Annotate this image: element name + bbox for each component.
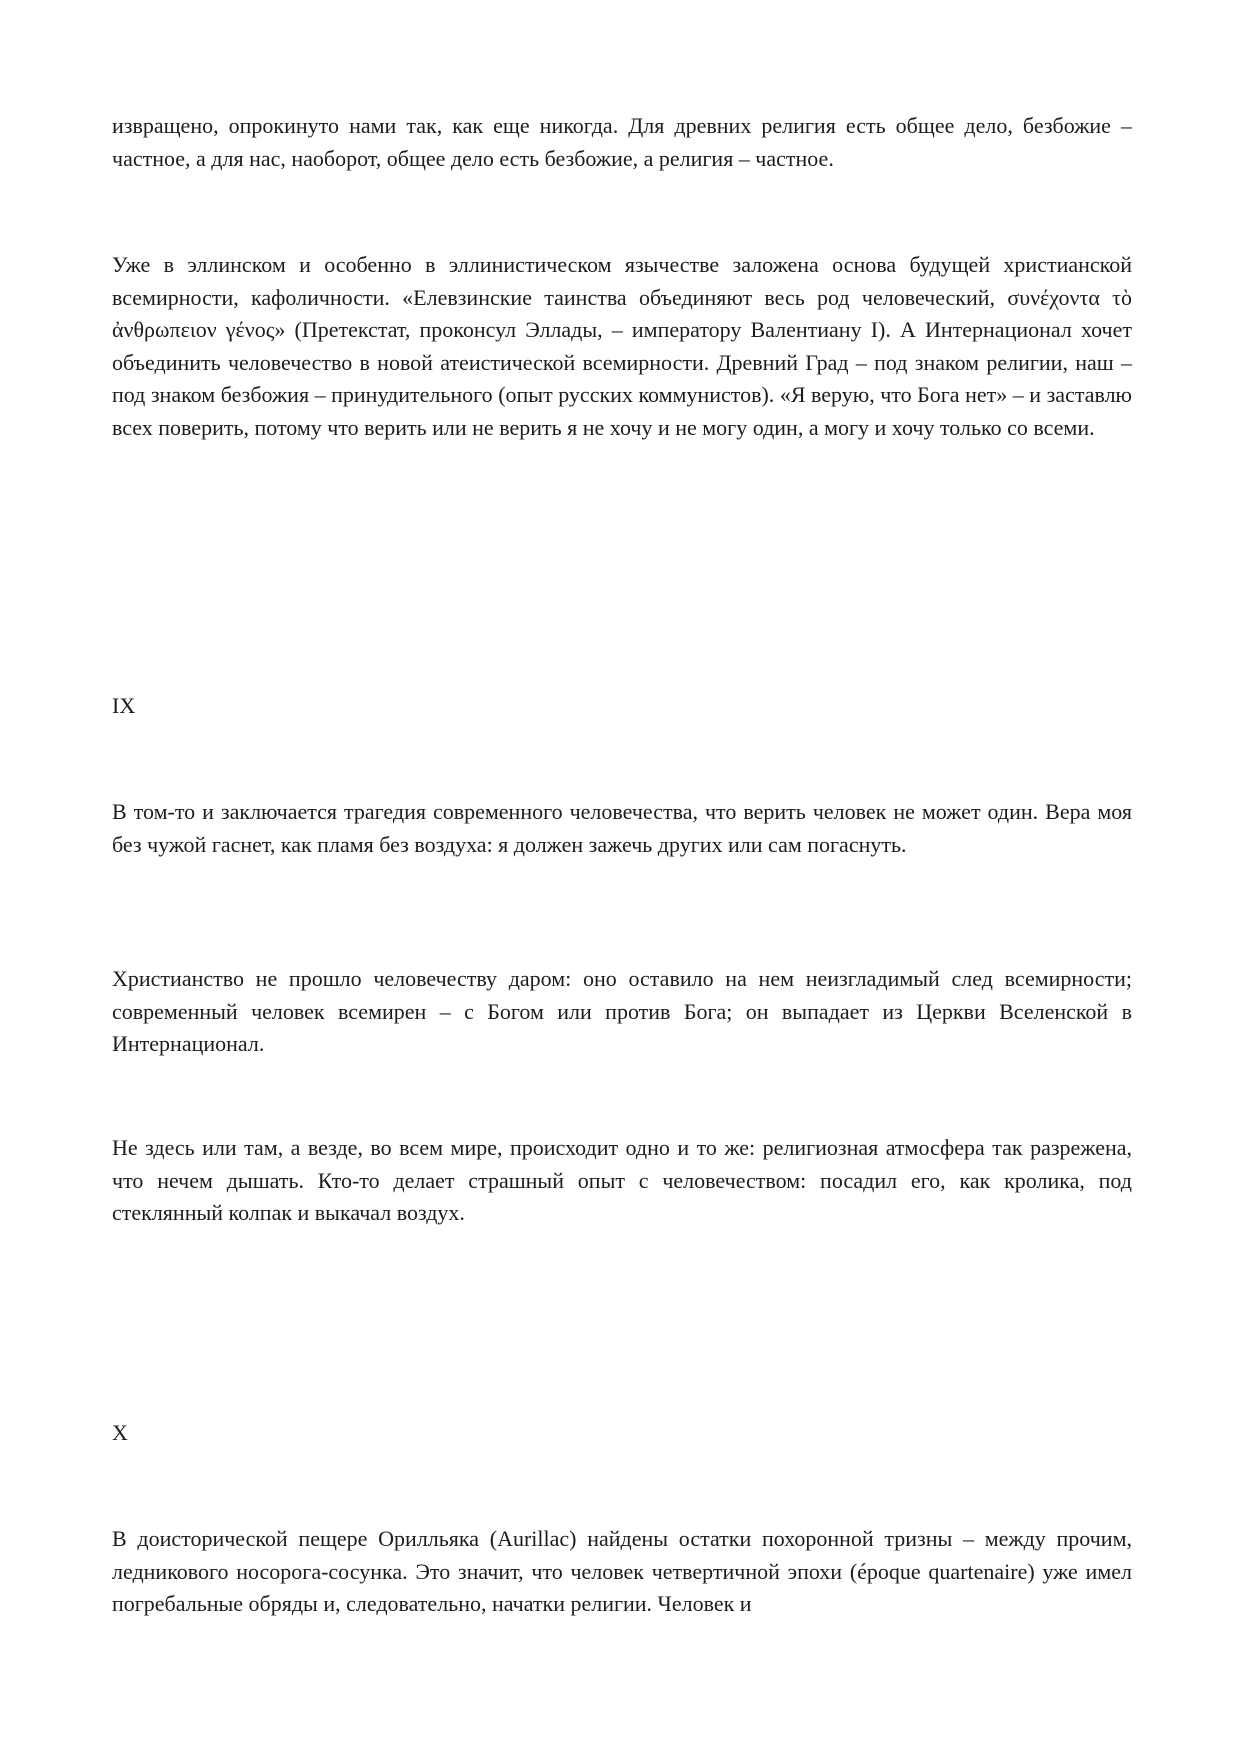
section-heading-ix: IX	[112, 693, 136, 718]
section-heading-x: X	[112, 1420, 128, 1445]
paragraph-3: В том-то и заключается трагедия современного человечества, что верить человек не может один. Вера моя без чужой гаснет, как пламя без воздуха: я должен зажечь других или сам погаснуть.	[112, 799, 1132, 857]
paragraph-6: В доисторической пещере Орилльяка (Aurillac) найдены остатки похоронной тризны – между прочим, ледникового носорога-сосунка. Это значит, что человек четвертичной эпохи (époque quartenaire) уже имел погребальные обряды и, следовательно, начатки религии. Человек и	[112, 1526, 1132, 1616]
paragraph-5: Не здесь или там, а везде, во всем мире, происходит одно и то же: религиозная атмосфера так разрежена, что нечем дышать. Кто-то делает страшный опыт с человечеством: посадил его, как кролика, под стеклянный колпак и выкачал воздух.	[112, 1135, 1132, 1225]
paragraph-2: Уже в эллинском и особенно в эллинистическом язычестве заложена основа будущей христианской всемирности, кафоличности. «Елевзинские таинства объединяют весь род человеческий, συνέχοντα τὸ ἀνθρωπειον γένος» (Претекстат, проконсул Эллады, – императору Валентиану I). А Интернационал хочет объединить человечество в новой атеистической всемирности. Древний Град – под знаком религии, наш – под знаком безбожия – принудительного (опыт русских коммунистов). «Я верую, что Бога нет» – и заставлю всех поверить, потому что верить или не верить я не хочу и не могу один, а могу и хочу только со всеми.	[112, 252, 1132, 440]
paragraph-4: Христианство не прошло человечеству даром: оно оставило на нем неизгладимый след всемирности; современный человек всемирен – с Богом или против Бога; он выпадает из Церкви Вселенской в Интернационал.	[112, 966, 1132, 1056]
paragraph-1: извращено, опрокинуто нами так, как еще никогда. Для древних религия есть общее дело, безбожие – частное, а для нас, наоборот, общее дело есть безбожие, а религия – частное.	[112, 113, 1132, 171]
